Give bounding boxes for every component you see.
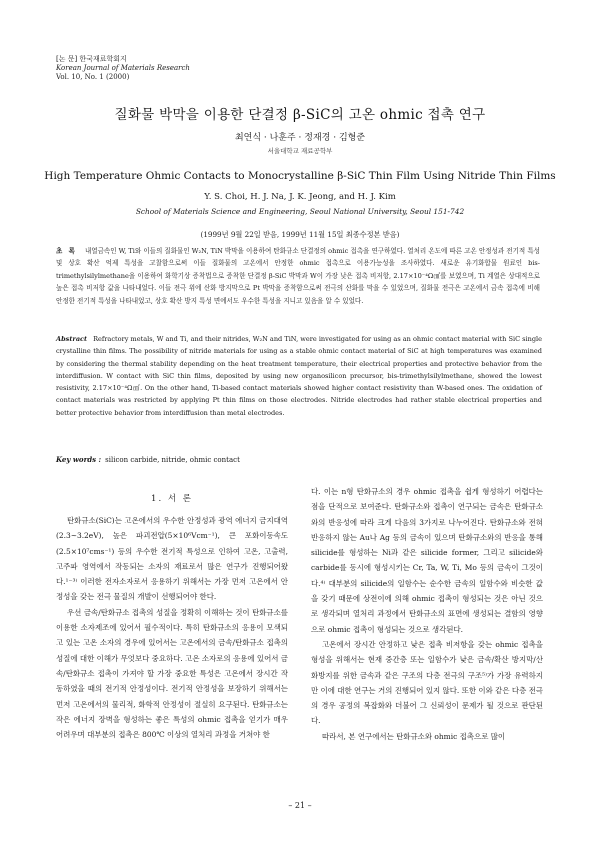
keywords-text: silicon carbide, nitride, ohmic contact (105, 456, 240, 464)
abstract-korean-label: 초 록 (56, 247, 77, 255)
paragraph: 탄화규소(SiC)는 고온에서의 우수한 안정성과 광역 에너지 금지대역(2.3~3.2eV), 높은 파괴전압(5×10⁶Vcm⁻¹), 큰 포화이동속도(2.5×10⁷cms⁻¹) 등의 우수한 전기적 특성으로 인하여 고온, 고출력, 고주파 영역에서 작동되는 소자의 재료로서 많은 연구가 진행되어왔다.¹⁻³⁾ 이러한 전자소자로서 응용하기 위해서는 가장 먼저 고온에서 안정성을 갖는 전극 물질의 개발이 선행되어야 한다. (56, 516, 288, 602)
title-english: High Temperature Ohmic Contacts to Monocrystalline β-SiC Thin Film Using Nitride Thin Films (44, 170, 556, 182)
affiliation-english: School of Materials Science and Engineering, Seoul National University, Seoul 151-742 (135, 207, 465, 216)
journal-header (56, 55, 190, 82)
body-column-left (56, 513, 288, 742)
paragraph: 고온에서 장시간 안정하고 낮은 접촉 비저항을 갖는 ohmic 접촉을 형성을 위해서는 현재 중간층 또는 일함수가 낮은 금속/확산 방지막/산화방지를 위한 금속과 같은 구조의 다층 전극의 구조⁵⁾가 가장 유력하지만 이에 대한 연구는 거의 진행되어 있지 않다. 또한 이와 같은 다층 전극의 경우 공정의 복잡화와 더불어 그 신뢰성이 문제가 될 것으로 판단된다. (311, 639, 543, 726)
section-heading: 1. 서 론 (151, 494, 193, 504)
abstract-korean-text: 내열금속인 W, Ti와 이들의 질화물인 W₂N, TiN 박막을 이용하여 탄화규소 단결정의 ohmic 접촉을 연구하였다. 열처리 온도에 따른 고온 안정성과 전기적 특성 및 상호 확산 억제 특성을 고찰함으로써 이들 질화물의 고온에서 안정한 ohmic 접촉으로 이용가능성을 조사하였다. 새로운 유기화합물 원료인 bis-trimethylsilylmethane을 이용하여 화학기상 증착법으로 증착한 단결정 β-SiC 박막과 W이 가장 낮은 접촉 비저항, 2.17×10⁻⁴Ω㎠를 보였으며, Ti 계열은 상대적으로 높은 접촉 비저항 값을 나타내었다. 이들 전극 위에 산화 방지막으로 Pt 박막을 증착함으로써 전극의 산화를 막을 수 있었으며, 질화물 전극은 고온에서 금속 접촉에 비해 안정한 전기적 특성을 나타내었고, 상호 확산 방지 특성 면에서도 우수한 특성을 지니고 있음을 알 수 있었다. (56, 247, 540, 305)
affiliation-korean: 서울대학교 재료공학부 (267, 147, 333, 155)
journal-volume: Vol. 10, No. 1 (2000) (56, 73, 130, 81)
abstract-english-text: Refractory metals, W and Ti, and their nitrides, W₂N and TiN, were investigated for using as an ohmic contact material with SiC single crystalline thin films. The possibility of nitride materials for using as a stable ohmic contact material of SiC at high temperatures was examined by considering the thermal stability depending on the heat treatment temperature, their electrical properties and protective behavior from the interdiffusion. W contact with SiC thin films, deposited by using new organosilicon precursor, bis-trimethylsilylmethane, showed the lowest resistivity, 2.17×10⁻⁴Ω㎠. On the other hand, Ti-based contact materials showed higher contact resistivity than W-based ones. The oxidation of contact materials was restricted by applying Pt thin films on those electrodes. Nitride electrodes had rather stable electrical properties and better protective behavior from interdiffusion than metal electrodes. (56, 335, 542, 417)
title-korean: 질화물 박막을 이용한 단결정 β-SiC의 고온 ohmic 접촉 연구 (114, 107, 486, 123)
paragraph: 우선 금속/탄화규소 접촉의 성질을 정확히 이해하는 것이 탄화규소를 이용한 소자제조에 있어서 필수적이다. 특히 탄화규소의 응용이 모색되고 있는 고온 소자의 경우에 있어서는 고온에서의 금속/탄화규소 접촉의 성질에 대한 이해가 무엇보다 중요하다. 고온 소자로의 응용에 있어서 금속/탄화규소 접촉이 가져야 할 가장 중요한 특성은 고온에서 장시간 작동하였을 때의 전기적 안정성이다. 전기적 안정성을 보장하기 위해서는 먼저 고온에서의 물리적, 화학적 안정성이 절실히 요구된다. 탄화규소는 작은 에너지 장벽을 형성하는 좋은 특성의 ohmic 접촉을 얻기가 매우 어려우며 대부분의 접촉은 800℃ 이상의 열처리 과정을 거쳐야 한 (56, 607, 288, 740)
keywords (56, 455, 542, 464)
journal-header-korean: [논 문] 한국재료학회지 (56, 55, 127, 63)
keywords-label: Key words : (56, 455, 102, 464)
page-number: – 21 – (288, 801, 312, 810)
abstract-korean (56, 245, 540, 307)
body-column-right (311, 484, 543, 744)
abstract-english (56, 333, 542, 419)
paragraph: 따라서, 본 연구에서는 탄화규소와 ohmic 접촉으로 많이 (322, 731, 506, 741)
journal-header-english: Korean Journal of Materials Research (56, 64, 190, 72)
authors-korean: 최연식 · 나훈주 · 정재경 · 김형준 (234, 133, 366, 143)
received-dates: (1999년 9월 22일 받음, 1999년 11월 15일 최종수정본 받음) (200, 230, 400, 239)
authors-english: Y. S. Choi, H. J. Na, J. K. Jeong, and H. J. Kim (204, 192, 396, 202)
paragraph: 다. 이는 n형 탄화규소의 경우 ohmic 접촉을 쉽게 형성하기 어렵다는 점을 단적으로 보여준다. 탄화규소와 접촉이 연구되는 금속은 탄화규소와의 반응성에 따라 크게 다음의 3가지로 나누어진다. 탄화규소와 전혀 반응하지 않는 Au나 Ag 등의 금속이 있으며 탄화규소와의 반응을 통해 silicide를 형성하는 Ni과 같은 silicide former, 그리고 silicide와 carbide를 동시에 형성시키는 Cr, Ta, W, Ti, Mo 등의 금속이 그것이다.⁴⁾ 대부분의 silicide의 일함수는 순수한 금속의 일함수와 비슷한 값을 갖기 때문에 상전이에 의해 ohmic 접촉이 형성되는 것은 아닌 것으로 생각되며 열처리 과정에서 탄화규소의 표면에 생성되는 결함의 영향으로 ohmic 접촉이 형성되는 것으로 생각된다. (311, 487, 543, 634)
abstract-english-label: Abstract (56, 335, 88, 343)
